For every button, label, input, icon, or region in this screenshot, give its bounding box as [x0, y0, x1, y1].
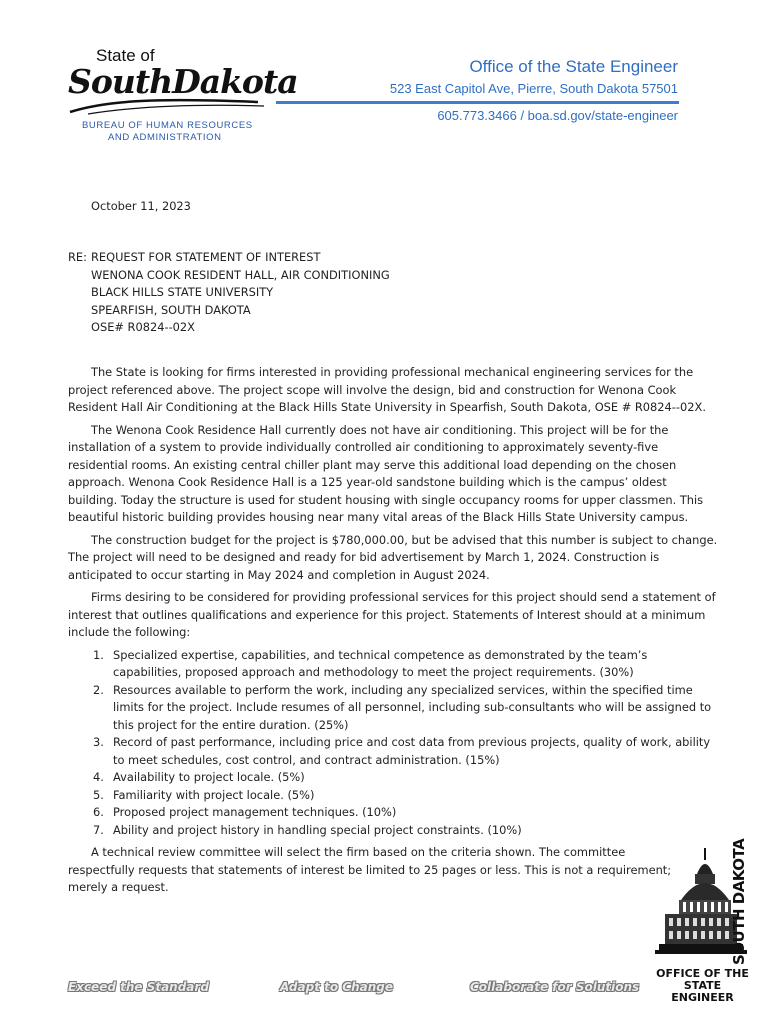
logo-state-of: State of [96, 46, 155, 65]
list-item: 1. Specialized expertise, capabilities, and technical competence as demonstrated by the team’s capabilities, proposed approach and methodology to meet the project requirements. (30%) [93, 647, 648, 679]
badge-line-1: OFFICE OF THE [656, 967, 749, 980]
footer-slogan-exceed: Exceed the Standard [68, 980, 209, 994]
logo-administration: AND ADMINISTRATION [108, 132, 222, 143]
re-line: SPEARFISH, SOUTH DAKOTA [91, 302, 251, 317]
office-contact[interactable]: 605.773.3466 / boa.sd.gov/state-engineer [437, 108, 678, 123]
office-address: 523 East Capitol Ave, Pierre, South Dakota 57501 [389, 81, 678, 96]
list-item: 5. Familiarity with project locale. (5%) [93, 787, 315, 802]
logo-bureau: BUREAU OF HUMAN RESOURCES [82, 120, 253, 131]
letter-body [68, 364, 718, 902]
re-line: WENONA COOK RESIDENT HALL, AIR CONDITIONING [91, 267, 390, 282]
badge-line-2: STATE ENGINEER [671, 979, 734, 1004]
footer-slogan-adapt: Adapt to Change [280, 980, 393, 994]
letter-date: October 11, 2023 [91, 199, 191, 213]
re-line: BLACK HILLS STATE UNIVERSITY [91, 285, 274, 299]
re-line: OSE# R0824--02X [91, 320, 195, 334]
re-label: RE: [68, 250, 87, 264]
paragraph-closing: A technical review committee will select the firm based on the criteria shown. The committee respectfully requests that statements of interest be limited to 25 pages or less. This is not a requirement; merely a request. [68, 845, 672, 894]
logo-swoosh-icon [68, 94, 268, 116]
footer-slogan-collaborate: Collaborate for Solutions [470, 980, 640, 994]
list-item: 7. Ability and project history in handling special project constraints. (10%) [93, 822, 522, 837]
header-divider [276, 101, 679, 104]
list-item: 3. Record of past performance, including price and cost data from previous projects, quality of work, ability to meet schedules, cost control, and contract administration. (15%) [93, 735, 711, 767]
south-dakota-logo [68, 46, 298, 146]
paragraph-requirements: Firms desiring to be considered for providing professional services for this project should send a statement of interest that outlines qualifications and experience for this project. Statements of Interest should at a minimum include the following: [68, 590, 716, 639]
badge-vertical-text: SOUTH DAKOTA [730, 838, 748, 965]
office-title: Office of the State Engineer [469, 57, 678, 76]
re-block [68, 249, 390, 337]
paragraph-budget: The construction budget for the project is $780,000.00, but be advised that this number is subject to change. The project will need to be designed and ready for bid advertisement by March 1, 2024. Construction is anticipated to occur starting in May 2024 and completion in August 2024. [68, 532, 718, 582]
logo-south-dakota: SouthDakota [68, 62, 298, 101]
paragraph-description: The Wenona Cook Residence Hall currently does not have air conditioning. This project will be for the installation of a system to provide individually controlled air conditioning to approximately seventy-five residential rooms. An existing central chiller plant may serve this additional load depending on the chosen approach. Wenona Cook Residence Hall is a 125 year-old sandstone building which is the campus’ oldest building. Today the structure is used for student housing with single occupancy rooms for upper classmen. This beautiful historic building provides housing near many vital areas of the Black Hills State University campus. [68, 422, 704, 524]
re-line [68, 249, 390, 267]
list-item: 2. Resources available to perform the work, including any specialized services, within the specified time limits for the project. Include resumes of all personnel, including sub-consultants who will be assigned to this project for the entire duration. (25%) [93, 682, 712, 732]
office-badge [655, 968, 750, 1004]
list-item: 6. Proposed project management techniques. (10%) [93, 805, 397, 819]
criteria-list [68, 647, 718, 840]
paragraph-intro: The State is looking for firms interested in providing professional mechanical engineering services for the project referenced above. The project scope will involve the design, bid and construction for Wenona Cook Resident Hall Air Conditioning at the Black Hills State University in Spearfish, South Dakota, OSE # R0824--02X. [68, 365, 706, 414]
list-item: 4. Availability to project locale. (5%) [93, 770, 305, 784]
re-subject: REQUEST FOR STATEMENT OF INTEREST [91, 250, 321, 264]
